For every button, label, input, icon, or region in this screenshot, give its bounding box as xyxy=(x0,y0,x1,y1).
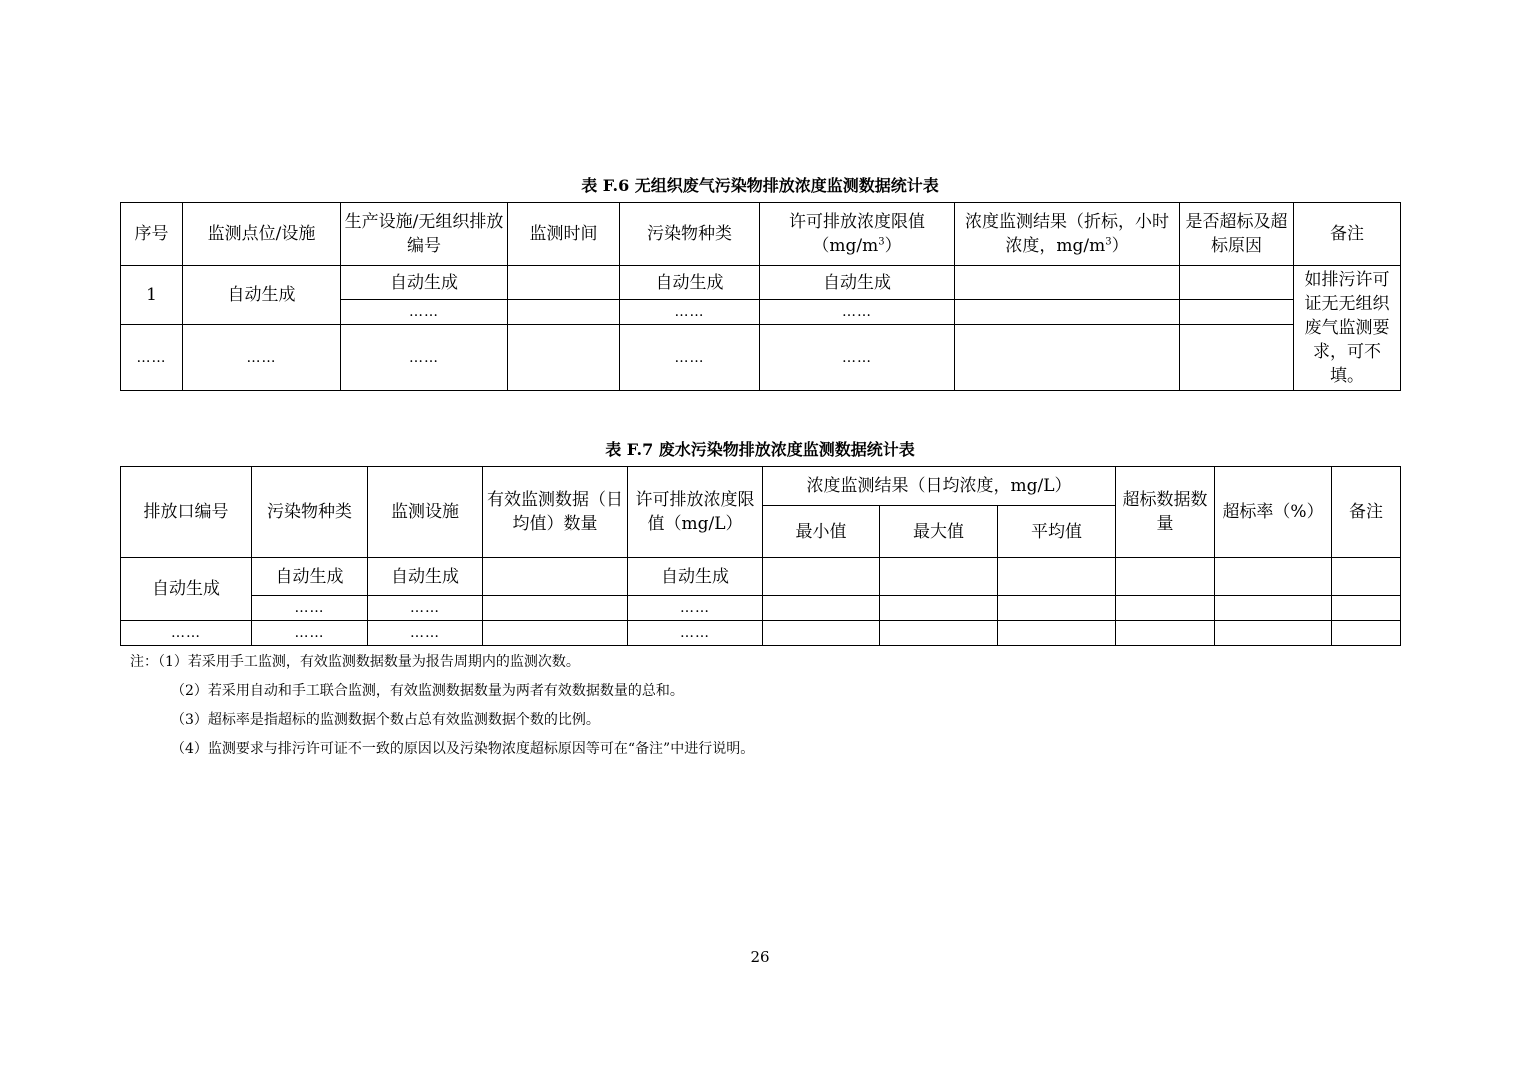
cell-facility: …… xyxy=(368,596,483,621)
cell-facility: …… xyxy=(341,325,508,391)
table-f7-caption: 表 F.7 废水污染物排放浓度监测数据统计表 xyxy=(605,440,915,459)
cell-seq: …… xyxy=(121,325,183,391)
note-2: （2）若采用自动和手工联合监测，有效监测数据数量为两者有效数据数量的总和。 xyxy=(171,683,684,699)
cell-pollutant: …… xyxy=(620,325,760,391)
cell-point: …… xyxy=(183,325,341,391)
cell-point: 自动生成 xyxy=(183,266,341,325)
result-sup: 3 xyxy=(1105,236,1112,248)
cell-facility: 自动生成 xyxy=(341,266,508,300)
cell-exceed-rate xyxy=(1215,596,1332,621)
cell-valid-count xyxy=(483,558,628,596)
cell-valid-count xyxy=(483,621,628,646)
cell-facility: …… xyxy=(341,300,508,325)
note-3: （3）超标率是指超标的监测数据个数占总有效监测数据个数的比例。 xyxy=(171,712,600,728)
cell-exceed-count xyxy=(1116,596,1215,621)
cell-exceed xyxy=(1180,325,1294,391)
cell-time xyxy=(508,266,620,300)
header-remark: 备注 xyxy=(1294,203,1401,266)
header-avg: 平均值 xyxy=(998,506,1116,558)
cell-avg xyxy=(998,558,1116,596)
permit-limit-sup: 3 xyxy=(878,236,885,248)
table-row xyxy=(121,325,1401,391)
cell-exceed xyxy=(1180,300,1294,325)
cell-facility: …… xyxy=(368,621,483,646)
cell-remark xyxy=(1332,558,1401,596)
cell-limit: …… xyxy=(628,621,763,646)
cell-pollutant: 自动生成 xyxy=(252,558,368,596)
header-monitoring-time: 监测时间 xyxy=(508,203,620,266)
cell-facility: 自动生成 xyxy=(368,558,483,596)
cell-min xyxy=(763,596,880,621)
cell-pollutant: …… xyxy=(620,300,760,325)
table-f6-caption: 表 F.6 无组织废气污染物排放浓度监测数据统计表 xyxy=(581,176,939,195)
cell-min xyxy=(763,621,880,646)
table-row xyxy=(121,266,1401,300)
cell-outlet: 自动生成 xyxy=(121,558,252,621)
permit-limit-close: ） xyxy=(884,236,902,256)
cell-max xyxy=(880,558,998,596)
cell-exceed xyxy=(1180,266,1294,300)
header-monitoring-point: 监测点位/设施 xyxy=(183,203,341,266)
cell-time xyxy=(508,325,620,391)
cell-max xyxy=(880,596,998,621)
table-f7-header-row xyxy=(121,467,1401,506)
header-min: 最小值 xyxy=(763,506,880,558)
header-pollutant-type: 污染物种类 xyxy=(252,467,368,558)
cell-pollutant: …… xyxy=(252,621,368,646)
header-outlet-code: 排放口编号 xyxy=(121,467,252,558)
header-valid-count: 有效监测数据（日均值）数量 xyxy=(483,467,628,558)
header-facility-code: 生产设施/无组织排放编号 xyxy=(341,203,508,266)
note-4: （4）监测要求与排污许可证不一致的原因以及污染物浓度超标原因等可在“备注”中进行说明。 xyxy=(171,741,755,757)
cell-limit: …… xyxy=(760,325,955,391)
cell-limit: 自动生成 xyxy=(760,266,955,300)
cell-remark xyxy=(1332,596,1401,621)
cell-exceed-rate xyxy=(1215,558,1332,596)
header-permit-limit: 许可排放浓度限值（mg/L） xyxy=(628,467,763,558)
cell-avg xyxy=(998,621,1116,646)
cell-max xyxy=(880,621,998,646)
table-f6-header-row xyxy=(121,203,1401,266)
cell-result xyxy=(955,300,1180,325)
cell-limit: 自动生成 xyxy=(628,558,763,596)
table-row xyxy=(121,621,1401,646)
cell-seq: 1 xyxy=(121,266,183,325)
cell-time xyxy=(508,300,620,325)
cell-min xyxy=(763,558,880,596)
notes xyxy=(130,648,754,764)
header-remark: 备注 xyxy=(1332,467,1401,558)
cell-outlet: …… xyxy=(121,621,252,646)
cell-limit: …… xyxy=(628,596,763,621)
note-1: 注：（1）若采用手工监测，有效监测数据数量为报告周期内的监测次数。 xyxy=(130,654,580,670)
header-monitoring-facility: 监测设施 xyxy=(368,467,483,558)
cell-pollutant: 自动生成 xyxy=(620,266,760,300)
cell-pollutant: …… xyxy=(252,596,368,621)
cell-valid-count xyxy=(483,596,628,621)
header-max: 最大值 xyxy=(880,506,998,558)
header-exceed-reason: 是否超标及超标原因 xyxy=(1180,203,1294,266)
table-row xyxy=(121,558,1401,596)
cell-result xyxy=(955,266,1180,300)
header-exceed-count: 超标数据数量 xyxy=(1116,467,1215,558)
result-close: ） xyxy=(1111,236,1129,256)
result-text: 浓度监测结果（折标，小时浓度，mg/m xyxy=(965,212,1169,256)
page-number: 26 xyxy=(750,948,770,966)
table-row xyxy=(121,596,1401,621)
cell-exceed-rate xyxy=(1215,621,1332,646)
cell-limit: …… xyxy=(760,300,955,325)
table-f7 xyxy=(120,466,1401,646)
header-exceed-rate: 超标率（%） xyxy=(1215,467,1332,558)
cell-remark xyxy=(1332,621,1401,646)
cell-result xyxy=(955,325,1180,391)
table-f6 xyxy=(120,202,1401,391)
header-monitoring-result: 浓度监测结果（日均浓度，mg/L） xyxy=(763,467,1116,506)
permit-limit-text: 许可排放浓度限值（mg/m xyxy=(789,212,925,256)
cell-exceed-count xyxy=(1116,621,1215,646)
cell-exceed-count xyxy=(1116,558,1215,596)
cell-remark-note: 如排污许可证无无组织废气监测要求，可不填。 xyxy=(1294,266,1401,391)
header-pollutant-type: 污染物种类 xyxy=(620,203,760,266)
header-monitoring-result xyxy=(955,203,1180,266)
header-permit-limit xyxy=(760,203,955,266)
cell-avg xyxy=(998,596,1116,621)
header-seq: 序号 xyxy=(121,203,183,266)
